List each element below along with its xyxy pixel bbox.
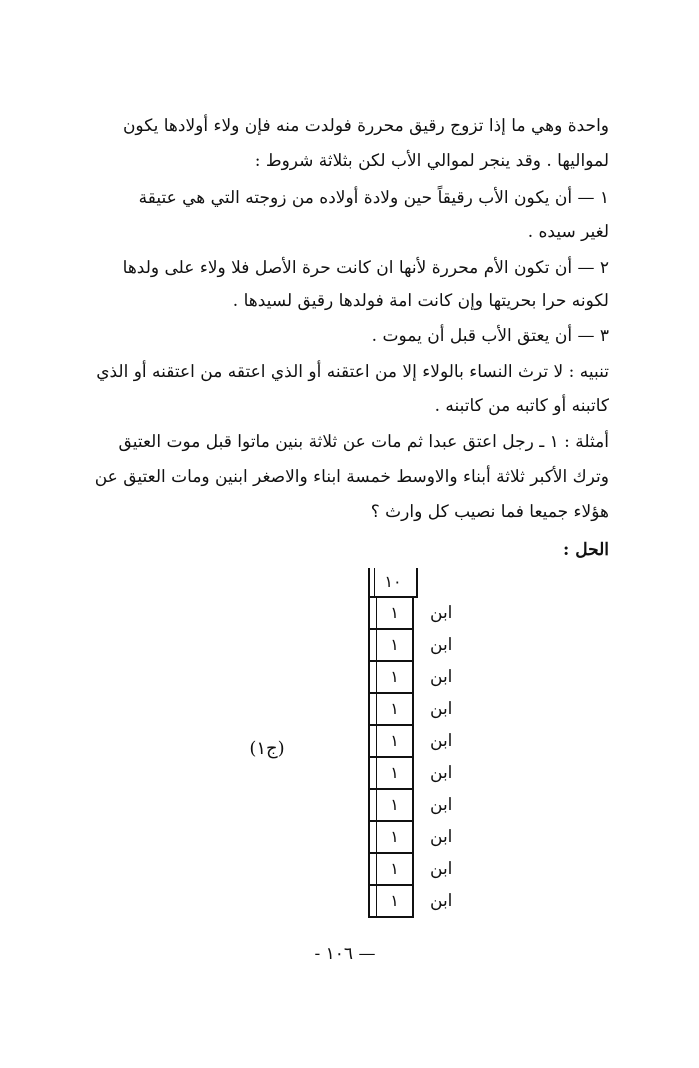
text-line-6: لكونه حرا بحريتها وإن كانت امة فولدها رقيق لسيدها . — [232, 291, 609, 311]
condition-1-line: ١ — أن يكون الأب رقيقاً حين ولادة أولاده من زوجته التي هي عتيقة — [138, 188, 609, 208]
share-cell: ١ — [376, 886, 412, 916]
heir-label: ابن — [430, 731, 453, 751]
share-cell: ١ — [376, 598, 412, 628]
heir-label: ابن — [430, 795, 453, 815]
share-cell: ١ — [376, 726, 412, 756]
page-number: — ١٠٦ - — [314, 944, 376, 964]
share-cell: ١ — [376, 630, 412, 660]
condition-3-line: ٣ — أن يعتق الأب قبل أن يموت . — [371, 326, 609, 346]
table-row — [368, 598, 453, 630]
text-line-12: هؤلاء جميعا فما نصيب كل وارث ؟ — [370, 502, 609, 522]
text-line-4: لغير سيده . — [527, 222, 609, 242]
heir-label: ابن — [430, 859, 453, 879]
table-row — [368, 822, 453, 854]
note-line: تنبيه : لا ترث النساء بالولاء إلا من اعتقنه أو الذي اعتقه من اعتقنه أو الذي — [96, 362, 609, 382]
share-cell: ١ — [376, 694, 412, 724]
inheritance-table — [366, 568, 453, 936]
table-row — [368, 790, 453, 822]
share-cell: ١ — [376, 854, 412, 884]
heir-label: ابن — [430, 891, 453, 911]
examples-line: أمثلة : ١ ـ رجل اعتق عبدا ثم مات عن ثلاثة بنين ماتوا قبل موت العتيق — [118, 432, 609, 452]
table-reference-label: (ج١) — [249, 738, 285, 759]
text-line-2: لمواليها . وقد ينجر لموالي الأب لكن بثلاثة شروط : — [254, 151, 609, 171]
condition-2-line: ٢ — أن تكون الأم محررة لأنها ان كانت حرة الأصل فلا ولاء على ولدها — [122, 258, 609, 278]
table-row — [368, 662, 453, 694]
heir-label: ابن — [430, 667, 453, 687]
heir-label: ابن — [430, 603, 453, 623]
table-row — [368, 726, 453, 758]
table-header-base: ١٠ — [368, 568, 418, 598]
share-cell: ١ — [376, 790, 412, 820]
heir-label: ابن — [430, 699, 453, 719]
table-row — [368, 886, 453, 918]
table-row — [368, 758, 453, 790]
table-row — [368, 630, 453, 662]
solution-heading: الحل : — [563, 540, 609, 560]
share-cell: ١ — [376, 822, 412, 852]
table-row — [368, 694, 453, 726]
table-rows — [368, 598, 453, 918]
heir-label: ابن — [430, 827, 453, 847]
table-row — [368, 854, 453, 886]
share-cell: ١ — [376, 758, 412, 788]
text-line-9: كاتبنه أو كاتبه من كاتبنه . — [434, 396, 609, 416]
text-line-1: واحدة وهي ما إذا تزوج رقيق محررة فولدت منه فإن ولاء أولادها يكون — [122, 116, 609, 136]
text-line-11: وترك الأكبر ثلاثة أبناء والاوسط خمسة ابناء والاصغر ابنين ومات العتيق عن — [94, 467, 609, 487]
share-cell: ١ — [376, 662, 412, 692]
heir-label: ابن — [430, 763, 453, 783]
heir-label: ابن — [430, 635, 453, 655]
